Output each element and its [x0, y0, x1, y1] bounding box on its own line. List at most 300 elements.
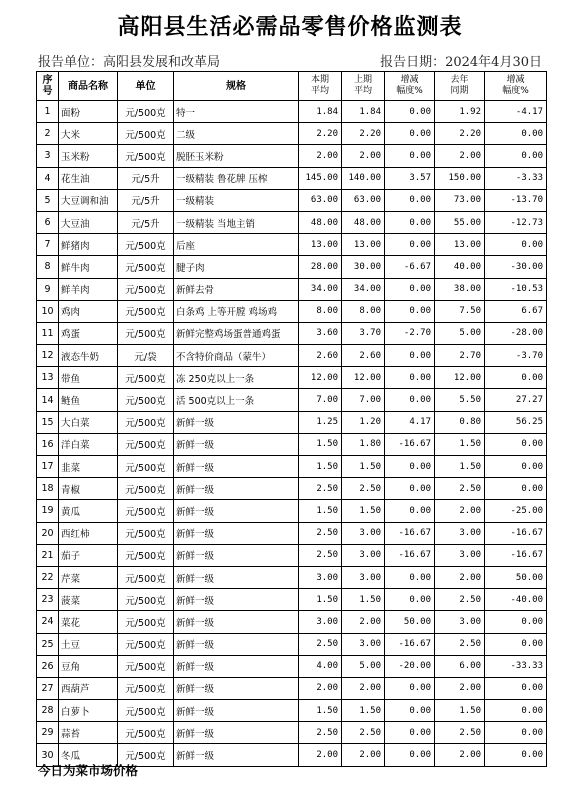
cell-last-year: 2.00 — [435, 677, 485, 699]
cell-spec: 新鲜一级 — [174, 677, 299, 699]
header-unit: 单位 — [118, 72, 174, 101]
cell-name: 液态牛奶 — [59, 345, 118, 367]
cell-yoy-change-pct: -10.53 — [485, 278, 547, 300]
cell-name: 蒜苔 — [59, 722, 118, 744]
cell-previous-avg: 5.00 — [342, 655, 385, 677]
cell-current-avg: 4.00 — [299, 655, 342, 677]
cell-yoy-change-pct: 0.00 — [485, 123, 547, 145]
cell-change-pct: -16.67 — [385, 633, 435, 655]
cell-change-pct: 0.00 — [385, 367, 435, 389]
cell-last-year: 13.00 — [435, 234, 485, 256]
cell-spec: 新鲜完整鸡场蛋普通鸡蛋 — [174, 322, 299, 344]
cell-last-year: 12.00 — [435, 367, 485, 389]
cell-change-pct: 0.00 — [385, 478, 435, 500]
cell-current-avg: 2.50 — [299, 478, 342, 500]
cell-last-year: 3.00 — [435, 544, 485, 566]
table-row — [37, 478, 547, 500]
cell-previous-avg: 1.50 — [342, 456, 385, 478]
cell-name: 西红柿 — [59, 522, 118, 544]
cell-change-pct: -16.67 — [385, 544, 435, 566]
cell-yoy-change-pct: -28.00 — [485, 322, 547, 344]
cell-unit: 元/500克 — [118, 655, 174, 677]
cell-spec: 新鲜一级 — [174, 611, 299, 633]
header-previous-avg: 上期 平均 — [342, 72, 385, 101]
cell-last-year: 1.50 — [435, 433, 485, 455]
footer-note: 今日为菜市场价格 — [38, 763, 139, 778]
cell-yoy-change-pct: -4.17 — [485, 101, 547, 123]
cell-yoy-change-pct: 0.00 — [485, 478, 547, 500]
cell-current-avg: 2.50 — [299, 633, 342, 655]
cell-name: 茄子 — [59, 544, 118, 566]
table-row — [37, 101, 547, 123]
cell-index: 4 — [37, 167, 59, 189]
cell-current-avg: 1.84 — [299, 101, 342, 123]
cell-index: 7 — [37, 234, 59, 256]
cell-unit: 元/500克 — [118, 389, 174, 411]
table-row — [37, 589, 547, 611]
cell-previous-avg: 1.80 — [342, 433, 385, 455]
table-row — [37, 278, 547, 300]
cell-yoy-change-pct: -40.00 — [485, 589, 547, 611]
table-row — [37, 322, 547, 344]
cell-unit: 元/500克 — [118, 256, 174, 278]
cell-index: 20 — [37, 522, 59, 544]
cell-last-year: 55.00 — [435, 211, 485, 233]
cell-current-avg: 1.50 — [299, 500, 342, 522]
table-row — [37, 300, 547, 322]
cell-current-avg: 34.00 — [299, 278, 342, 300]
cell-change-pct: 0.00 — [385, 189, 435, 211]
cell-index: 24 — [37, 611, 59, 633]
cell-unit: 元/500克 — [118, 544, 174, 566]
cell-previous-avg: 8.00 — [342, 300, 385, 322]
cell-unit: 元/500克 — [118, 500, 174, 522]
cell-spec: 特一 — [174, 101, 299, 123]
cell-last-year: 2.00 — [435, 500, 485, 522]
cell-previous-avg: 48.00 — [342, 211, 385, 233]
cell-spec: 新鲜一级 — [174, 655, 299, 677]
cell-index: 19 — [37, 500, 59, 522]
cell-name: 豆角 — [59, 655, 118, 677]
cell-previous-avg: 1.50 — [342, 589, 385, 611]
cell-name: 大白菜 — [59, 411, 118, 433]
table-row — [37, 167, 547, 189]
cell-previous-avg: 140.00 — [342, 167, 385, 189]
cell-change-pct: 0.00 — [385, 744, 435, 766]
cell-previous-avg: 1.50 — [342, 500, 385, 522]
table-row — [37, 456, 547, 478]
cell-last-year: 150.00 — [435, 167, 485, 189]
cell-previous-avg: 2.00 — [342, 744, 385, 766]
cell-index: 13 — [37, 367, 59, 389]
cell-yoy-change-pct: -13.70 — [485, 189, 547, 211]
cell-change-pct: 0.00 — [385, 145, 435, 167]
cell-unit: 元/5升 — [118, 211, 174, 233]
cell-spec: 活 500克以上一条 — [174, 389, 299, 411]
cell-current-avg: 48.00 — [299, 211, 342, 233]
cell-last-year: 2.00 — [435, 566, 485, 588]
cell-current-avg: 8.00 — [299, 300, 342, 322]
cell-name: 白萝卜 — [59, 700, 118, 722]
cell-previous-avg: 2.60 — [342, 345, 385, 367]
table-row — [37, 367, 547, 389]
cell-index: 8 — [37, 256, 59, 278]
cell-previous-avg: 2.00 — [342, 611, 385, 633]
cell-yoy-change-pct: 0.00 — [485, 456, 547, 478]
cell-yoy-change-pct: 0.00 — [485, 744, 547, 766]
cell-index: 10 — [37, 300, 59, 322]
price-table — [36, 71, 547, 767]
cell-change-pct: 0.00 — [385, 345, 435, 367]
cell-current-avg: 1.25 — [299, 411, 342, 433]
page-title: 高阳县生活必需品零售价格监测表 — [117, 15, 463, 40]
table-row — [37, 189, 547, 211]
cell-name: 大米 — [59, 123, 118, 145]
cell-index: 11 — [37, 322, 59, 344]
cell-name: 芹菜 — [59, 566, 118, 588]
table-row — [37, 722, 547, 744]
cell-previous-avg: 2.00 — [342, 677, 385, 699]
cell-spec: 新鲜一级 — [174, 722, 299, 744]
reporting-unit: 报告单位：高阳县发展和改革局 — [38, 55, 221, 70]
cell-previous-avg: 3.00 — [342, 544, 385, 566]
table-row — [37, 611, 547, 633]
cell-change-pct: 3.57 — [385, 167, 435, 189]
cell-name: 黄瓜 — [59, 500, 118, 522]
cell-current-avg: 28.00 — [299, 256, 342, 278]
cell-spec: 新鲜一级 — [174, 700, 299, 722]
cell-name: 大豆调和油 — [59, 189, 118, 211]
cell-previous-avg: 2.50 — [342, 722, 385, 744]
cell-name: 青椒 — [59, 478, 118, 500]
cell-index: 28 — [37, 700, 59, 722]
cell-yoy-change-pct: -30.00 — [485, 256, 547, 278]
cell-current-avg: 1.50 — [299, 589, 342, 611]
cell-unit: 元/500克 — [118, 722, 174, 744]
cell-spec: 二级 — [174, 123, 299, 145]
cell-name: 鸡肉 — [59, 300, 118, 322]
cell-current-avg: 2.00 — [299, 677, 342, 699]
cell-current-avg: 13.00 — [299, 234, 342, 256]
cell-unit: 元/500克 — [118, 522, 174, 544]
cell-name: 鲜猪肉 — [59, 234, 118, 256]
cell-yoy-change-pct: -3.33 — [485, 167, 547, 189]
cell-yoy-change-pct: 0.00 — [485, 145, 547, 167]
cell-change-pct: 0.00 — [385, 123, 435, 145]
cell-index: 25 — [37, 633, 59, 655]
cell-index: 15 — [37, 411, 59, 433]
cell-spec: 新鲜一级 — [174, 411, 299, 433]
cell-name: 菠菜 — [59, 589, 118, 611]
table-row — [37, 677, 547, 699]
cell-current-avg: 12.00 — [299, 367, 342, 389]
table-row — [37, 256, 547, 278]
cell-yoy-change-pct: 6.67 — [485, 300, 547, 322]
cell-current-avg: 2.50 — [299, 544, 342, 566]
cell-current-avg: 1.50 — [299, 456, 342, 478]
cell-index: 29 — [37, 722, 59, 744]
cell-index: 14 — [37, 389, 59, 411]
cell-current-avg: 2.00 — [299, 744, 342, 766]
cell-change-pct: 0.00 — [385, 300, 435, 322]
cell-unit: 元/500克 — [118, 611, 174, 633]
cell-name: 洋白菜 — [59, 433, 118, 455]
cell-change-pct: 0.00 — [385, 389, 435, 411]
cell-unit: 元/500克 — [118, 566, 174, 588]
cell-unit: 元/500克 — [118, 367, 174, 389]
cell-last-year: 5.50 — [435, 389, 485, 411]
cell-change-pct: 0.00 — [385, 722, 435, 744]
cell-last-year: 40.00 — [435, 256, 485, 278]
cell-change-pct: 0.00 — [385, 456, 435, 478]
cell-name: 鲜羊肉 — [59, 278, 118, 300]
cell-last-year: 1.92 — [435, 101, 485, 123]
cell-change-pct: 0.00 — [385, 566, 435, 588]
cell-name: 冬瓜 — [59, 744, 118, 766]
table-row — [37, 700, 547, 722]
cell-previous-avg: 30.00 — [342, 256, 385, 278]
cell-yoy-change-pct: 0.00 — [485, 722, 547, 744]
cell-change-pct: 0.00 — [385, 101, 435, 123]
cell-spec: 新鲜去骨 — [174, 278, 299, 300]
cell-index: 22 — [37, 566, 59, 588]
table-row — [37, 433, 547, 455]
table-header-row — [37, 72, 547, 101]
cell-current-avg: 2.50 — [299, 522, 342, 544]
table-row — [37, 411, 547, 433]
cell-index: 5 — [37, 189, 59, 211]
cell-unit: 元/500克 — [118, 145, 174, 167]
cell-last-year: 3.00 — [435, 611, 485, 633]
cell-yoy-change-pct: -33.33 — [485, 655, 547, 677]
cell-unit: 元/袋 — [118, 345, 174, 367]
cell-previous-avg: 3.00 — [342, 566, 385, 588]
cell-index: 3 — [37, 145, 59, 167]
cell-name: 菜花 — [59, 611, 118, 633]
cell-yoy-change-pct: 0.00 — [485, 633, 547, 655]
cell-spec: 新鲜一级 — [174, 589, 299, 611]
cell-yoy-change-pct: 0.00 — [485, 234, 547, 256]
cell-name: 玉米粉 — [59, 145, 118, 167]
cell-index: 1 — [37, 101, 59, 123]
cell-spec: 新鲜一级 — [174, 566, 299, 588]
cell-change-pct: -20.00 — [385, 655, 435, 677]
cell-previous-avg: 2.20 — [342, 123, 385, 145]
cell-index: 27 — [37, 677, 59, 699]
cell-unit: 元/500克 — [118, 589, 174, 611]
table-row — [37, 345, 547, 367]
cell-spec: 新鲜一级 — [174, 544, 299, 566]
cell-previous-avg: 3.70 — [342, 322, 385, 344]
header-index: 序 号 — [37, 72, 59, 101]
report-date: 报告日期：2024年4月30日 — [380, 55, 542, 70]
cell-index: 17 — [37, 456, 59, 478]
cell-name: 西葫芦 — [59, 677, 118, 699]
cell-previous-avg: 1.20 — [342, 411, 385, 433]
cell-current-avg: 2.00 — [299, 145, 342, 167]
cell-last-year: 2.00 — [435, 145, 485, 167]
cell-name: 大豆油 — [59, 211, 118, 233]
cell-yoy-change-pct: 0.00 — [485, 677, 547, 699]
cell-unit: 元/500克 — [118, 123, 174, 145]
cell-previous-avg: 1.84 — [342, 101, 385, 123]
header-change-pct: 增减 幅度% — [385, 72, 435, 101]
cell-last-year: 2.50 — [435, 722, 485, 744]
cell-name: 花生油 — [59, 167, 118, 189]
cell-last-year: 7.50 — [435, 300, 485, 322]
cell-yoy-change-pct: 0.00 — [485, 433, 547, 455]
cell-last-year: 38.00 — [435, 278, 485, 300]
cell-name: 鸡蛋 — [59, 322, 118, 344]
cell-previous-avg: 3.00 — [342, 633, 385, 655]
header-last-year: 去年 同期 — [435, 72, 485, 101]
cell-previous-avg: 12.00 — [342, 367, 385, 389]
cell-change-pct: 0.00 — [385, 589, 435, 611]
cell-change-pct: 4.17 — [385, 411, 435, 433]
header-current-avg: 本期 平均 — [299, 72, 342, 101]
cell-current-avg: 3.00 — [299, 566, 342, 588]
cell-last-year: 2.20 — [435, 123, 485, 145]
cell-spec: 新鲜一级 — [174, 744, 299, 766]
cell-current-avg: 1.50 — [299, 433, 342, 455]
cell-yoy-change-pct: -25.00 — [485, 500, 547, 522]
cell-last-year: 2.50 — [435, 478, 485, 500]
cell-yoy-change-pct: -16.67 — [485, 522, 547, 544]
cell-unit: 元/500克 — [118, 433, 174, 455]
cell-previous-avg: 1.50 — [342, 700, 385, 722]
cell-unit: 元/500克 — [118, 677, 174, 699]
cell-change-pct: -2.70 — [385, 322, 435, 344]
cell-spec: 一级精装 当地主销 — [174, 211, 299, 233]
cell-last-year: 1.50 — [435, 456, 485, 478]
cell-last-year: 1.50 — [435, 700, 485, 722]
cell-unit: 元/500克 — [118, 234, 174, 256]
cell-name: 土豆 — [59, 633, 118, 655]
cell-unit: 元/500克 — [118, 744, 174, 766]
cell-previous-avg: 63.00 — [342, 189, 385, 211]
cell-spec: 新鲜一级 — [174, 456, 299, 478]
cell-yoy-change-pct: 27.27 — [485, 389, 547, 411]
table-row — [37, 500, 547, 522]
cell-current-avg: 2.20 — [299, 123, 342, 145]
cell-current-avg: 2.50 — [299, 722, 342, 744]
table-row — [37, 522, 547, 544]
cell-spec: 一级精装 鲁花牌 压榨 — [174, 167, 299, 189]
cell-spec: 新鲜一级 — [174, 478, 299, 500]
cell-change-pct: 0.00 — [385, 700, 435, 722]
cell-unit: 元/500克 — [118, 411, 174, 433]
table-row — [37, 123, 547, 145]
cell-change-pct: 0.00 — [385, 500, 435, 522]
cell-index: 16 — [37, 433, 59, 455]
cell-yoy-change-pct: 50.00 — [485, 566, 547, 588]
table-row — [37, 655, 547, 677]
cell-current-avg: 3.60 — [299, 322, 342, 344]
cell-last-year: 2.00 — [435, 744, 485, 766]
cell-name: 鲢鱼 — [59, 389, 118, 411]
cell-index: 21 — [37, 544, 59, 566]
table-row — [37, 389, 547, 411]
cell-change-pct: -16.67 — [385, 522, 435, 544]
cell-name: 韭菜 — [59, 456, 118, 478]
cell-change-pct: -16.67 — [385, 433, 435, 455]
cell-yoy-change-pct: 0.00 — [485, 367, 547, 389]
cell-index: 9 — [37, 278, 59, 300]
table-row — [37, 633, 547, 655]
cell-unit: 元/500克 — [118, 300, 174, 322]
cell-current-avg: 63.00 — [299, 189, 342, 211]
cell-yoy-change-pct: -12.73 — [485, 211, 547, 233]
cell-previous-avg: 2.50 — [342, 478, 385, 500]
cell-change-pct: 0.00 — [385, 677, 435, 699]
cell-current-avg: 1.50 — [299, 700, 342, 722]
cell-unit: 元/500克 — [118, 700, 174, 722]
cell-index: 12 — [37, 345, 59, 367]
cell-yoy-change-pct: 0.00 — [485, 700, 547, 722]
cell-index: 30 — [37, 744, 59, 766]
cell-spec: 不含特价商品（蒙牛） — [174, 345, 299, 367]
cell-spec: 新鲜一级 — [174, 633, 299, 655]
cell-yoy-change-pct: -3.70 — [485, 345, 547, 367]
cell-unit: 元/500克 — [118, 278, 174, 300]
cell-last-year: 3.00 — [435, 522, 485, 544]
cell-last-year: 2.50 — [435, 589, 485, 611]
cell-spec: 白条鸡 上等开膛 鸡场鸡 — [174, 300, 299, 322]
cell-spec: 新鲜一级 — [174, 500, 299, 522]
cell-unit: 元/500克 — [118, 101, 174, 123]
cell-last-year: 5.00 — [435, 322, 485, 344]
cell-spec: 脱胚玉米粉 — [174, 145, 299, 167]
cell-change-pct: 50.00 — [385, 611, 435, 633]
header-yoy-change-pct: 增减 幅度% — [485, 72, 547, 101]
cell-spec: 腱子肉 — [174, 256, 299, 278]
cell-current-avg: 145.00 — [299, 167, 342, 189]
cell-last-year: 6.00 — [435, 655, 485, 677]
cell-spec: 新鲜一级 — [174, 522, 299, 544]
cell-previous-avg: 2.00 — [342, 145, 385, 167]
cell-change-pct: 0.00 — [385, 278, 435, 300]
table-row — [37, 566, 547, 588]
header-spec: 规格 — [174, 72, 299, 101]
cell-index: 23 — [37, 589, 59, 611]
cell-name: 鲜牛肉 — [59, 256, 118, 278]
cell-last-year: 0.80 — [435, 411, 485, 433]
cell-index: 26 — [37, 655, 59, 677]
cell-previous-avg: 13.00 — [342, 234, 385, 256]
cell-previous-avg: 7.00 — [342, 389, 385, 411]
cell-last-year: 2.70 — [435, 345, 485, 367]
cell-unit: 元/500克 — [118, 456, 174, 478]
cell-unit: 元/500克 — [118, 633, 174, 655]
cell-change-pct: 0.00 — [385, 234, 435, 256]
cell-unit: 元/5升 — [118, 189, 174, 211]
header-name: 商品名称 — [59, 72, 118, 101]
cell-previous-avg: 3.00 — [342, 522, 385, 544]
cell-spec: 一级精装 — [174, 189, 299, 211]
cell-name: 带鱼 — [59, 367, 118, 389]
cell-change-pct: 0.00 — [385, 211, 435, 233]
cell-yoy-change-pct: -16.67 — [485, 544, 547, 566]
cell-current-avg: 7.00 — [299, 389, 342, 411]
cell-last-year: 73.00 — [435, 189, 485, 211]
cell-spec: 冻 250克以上一条 — [174, 367, 299, 389]
cell-current-avg: 2.60 — [299, 345, 342, 367]
cell-index: 2 — [37, 123, 59, 145]
cell-unit: 元/500克 — [118, 322, 174, 344]
table-row — [37, 544, 547, 566]
cell-name: 面粉 — [59, 101, 118, 123]
cell-previous-avg: 34.00 — [342, 278, 385, 300]
